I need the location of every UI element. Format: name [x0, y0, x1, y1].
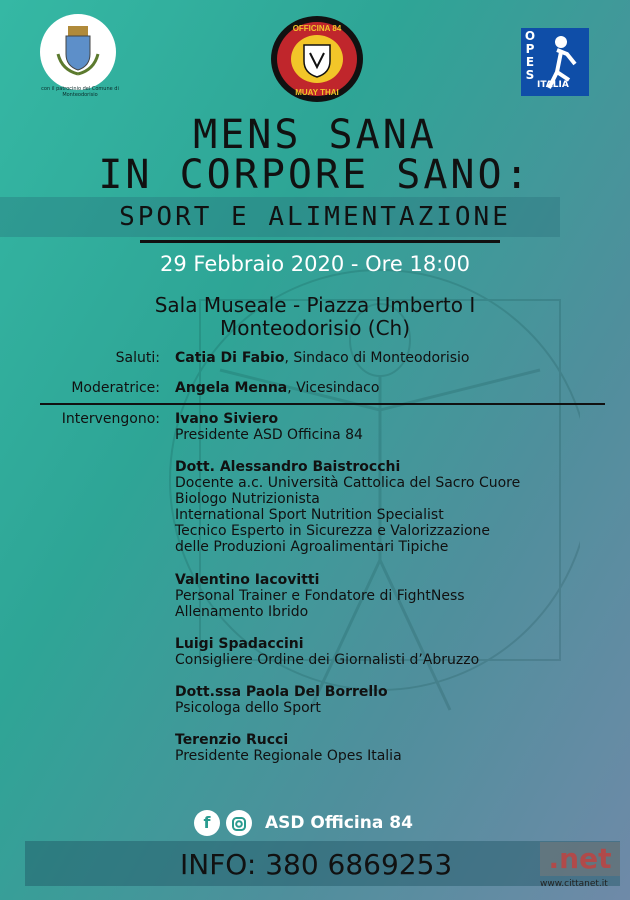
speaker-role: Allenamento Ibrido: [175, 604, 309, 620]
moderatrice-name: Angela Menna: [175, 380, 288, 396]
speaker-role: delle Produzioni Agroalimentari Tipiche: [175, 539, 449, 555]
speaker-role: Docente a.c. Università Cattolica del Sacro Cuore: [175, 475, 521, 491]
speaker-name: Luigi Spadaccini: [175, 636, 304, 652]
info-phone: INFO: 380 6869253: [180, 848, 453, 881]
opes-italia-label: ITALIA: [537, 80, 569, 90]
facebook-icon[interactable]: f: [194, 810, 220, 836]
speaker-name: Terenzio Rucci: [175, 732, 289, 748]
coat-of-arms-icon: [40, 14, 116, 90]
divider-middle: [40, 403, 605, 405]
speaker-6: [175, 732, 615, 764]
speaker-2: [175, 459, 615, 555]
venue-line-2: Monteodorisio (Ch): [219, 316, 411, 340]
saluti-label: Saluti:: [115, 350, 160, 366]
speaker-name: Valentino Iacovitti: [175, 572, 320, 588]
saluti-value: [175, 350, 469, 366]
cittanet-watermark: .net: [540, 842, 620, 876]
intervengono-label: Intervengono:: [61, 411, 160, 427]
speaker-role: International Sport Nutrition Specialist: [175, 507, 444, 523]
comune-logo: [40, 14, 116, 90]
speaker-role: Presidente ASD Officina 84: [175, 427, 363, 443]
officina-ring-top: OFFICINA 84: [292, 24, 342, 33]
speaker-4: [175, 636, 615, 668]
speaker-role: Biologo Nutrizionista: [175, 491, 320, 507]
officina-84-logo: [270, 15, 365, 103]
instagram-icon[interactable]: [226, 810, 252, 836]
organization-name: ASD Officina 84: [265, 813, 413, 833]
comune-caption: con il patrocinio del Comune di Monteodorisio: [41, 86, 119, 98]
speaker-1: [175, 411, 615, 443]
social-icons: [194, 810, 258, 836]
speaker-5: [175, 684, 615, 716]
speaker-role: Personal Trainer e Fondatore di FightNess: [175, 588, 465, 604]
moderatrice-value: [175, 380, 379, 396]
officina-ring-bottom: MUAY THAI: [295, 88, 339, 97]
instagram-glyph: [232, 817, 246, 831]
speaker-3: [175, 572, 615, 620]
speaker-role: Presidente Regionale Opes Italia: [175, 748, 402, 764]
speaker-name: Dott. Alessandro Baistrocchi: [175, 459, 401, 475]
saluti-name: Catia Di Fabio: [175, 350, 285, 366]
opes-letters: OPES: [524, 29, 536, 82]
speaker-role: Psicologa dello Sport: [175, 700, 321, 716]
venue-line-1: Sala Museale - Piazza Umberto I: [154, 293, 476, 317]
speaker-role: Tecnico Esperto in Sicurezza e Valorizzazione: [175, 523, 491, 539]
moderatrice-label: Moderatrice:: [71, 380, 160, 396]
divider-top: [140, 240, 500, 243]
saluti-role: , Sindaco di Monteodorisio: [284, 350, 470, 366]
speaker-name: Dott.ssa Paola Del Borrello: [175, 684, 388, 700]
title-line-1: MENS SANA: [193, 112, 437, 158]
title-line-2: IN CORPORE SANO:: [98, 152, 532, 198]
subtitle: SPORT E ALIMENTAZIONE: [119, 202, 511, 232]
speaker-role: Consigliere Ordine dei Giornalisti d’Abruzzo: [175, 652, 480, 668]
cittanet-url: www.cittanet.it: [540, 879, 608, 889]
event-date: 29 Febbraio 2020 - Ore 18:00: [160, 252, 470, 276]
moderatrice-role: , Vicesindaco: [287, 380, 380, 396]
speaker-name: Ivano Siviero: [175, 411, 279, 427]
